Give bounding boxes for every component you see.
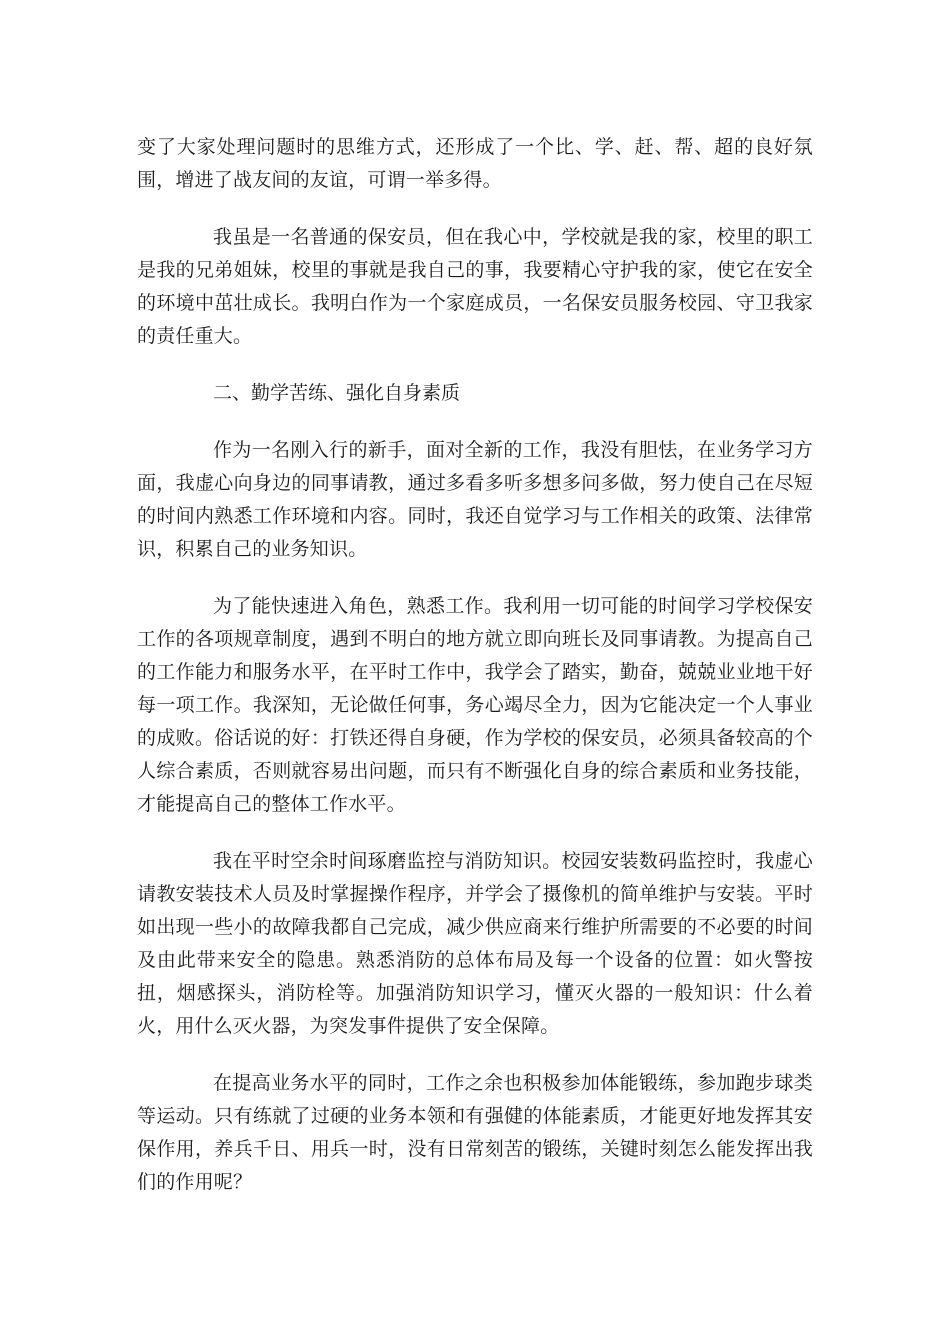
paragraph-continuation: 变了大家处理问题时的思维方式，还形成了一个比、学、赶、帮、超的良好氛围，增进了战友间的友谊，可谓一举多得。 [137,136,813,191]
paragraph-monitoring-fire: 我在平时空余时间琢磨监控与消防知识。校园安装数码监控时，我虚心请教安装技术人员及时掌握操作程序，并学会了摄像机的简单维护与安装。平时如出现一些小的故障我都自己完成，减少供应商来行维护所需要的不必要的时间及由此带来安全的隐患。熟悉消防的总体布局及每一个设备的位置：如火警按扭，烟感探头，消防栓等。加强消防知识学习，懂灭火器的一般知识：什么着火，用什么灭火器，为突发事件提供了安全保障。 [137,850,813,1037]
paragraph-fitness: 在提高业务水平的同时，工作之余也积极参加体能锻练，参加跑步球类等运动。只有练就了过硬的业务本领和有强健的体能素质，才能更好地发挥其安保作用，养兵千日、用兵一时，没有日常刻苦的锻练，关键时刻怎么能发挥出我们的作用呢？ [137,1072,813,1193]
paragraph-newcomer: 作为一名刚入行的新手，面对全新的工作，我没有胆怯，在业务学习方面，我虚心向身边的同事请教，通过多看多听多想多问多做，努力使自己在尽短的时间内熟悉工作环境和内容。同时，我还自觉学习与工作相关的政策、法律常识，积累自己的业务知识。 [137,439,813,560]
paragraph-home-duty: 我虽是一名普通的保安员，但在我心中，学校就是我的家，校里的职工是我的兄弟姐妹，校里的事就是我自己的事，我要精心守护我的家，使它在安全的环境中茁壮成长。我明白作为一个家庭成员，一名保安员服务校园、守卫我家的责任重大。 [137,226,813,347]
paragraph-role: 为了能快速进入角色，熟悉工作。我利用一切可能的时间学习学校保安工作的各项规章制度，遇到不明白的地方就立即向班长及同事请教。为提高自己的工作能力和服务水平，在平时工作中，我学会了踏实，勤奋，兢兢业业地干好每一项工作。我深知，无论做任何事，务心竭尽全力，因为它能决定一个人事业的成败。俗话说的好：打铁还得自身硬，作为学校的保安员，必须具备较高的个人综合素质，否则就容易出问题，而只有不断强化自身的综合素质和业务技能，才能提高自己的整体工作水平。 [137,595,813,815]
document-page [137,131,813,1223]
section-heading-study: 二、勤学苦练、强化自身素质 [213,382,461,404]
